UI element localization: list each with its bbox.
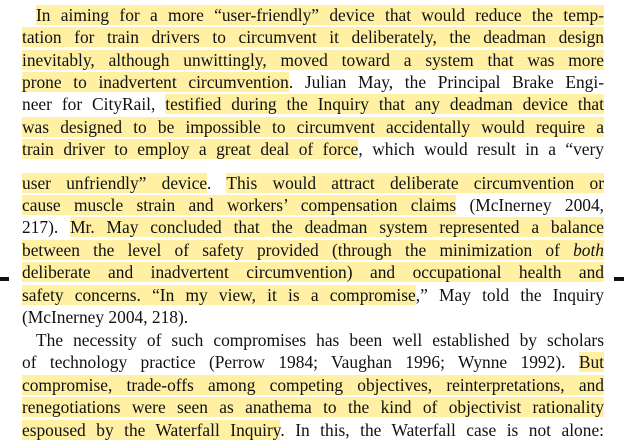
highlighted-text: But [578, 352, 604, 372]
text-line [22, 239, 604, 261]
highlighted-text: was designed to be impossible to circumvent accidentally would require a [22, 117, 604, 137]
text-line [22, 49, 604, 71]
text-line [22, 374, 604, 396]
highlighted-text: safety concerns. “In my view, it is a compromise [22, 285, 416, 305]
highlighted-text: user unfriendly” device [22, 173, 208, 193]
highlighted-text: In aiming for a more “user-friendly” device that would reduce the temp- [36, 5, 604, 25]
highlighted-text: both [573, 240, 604, 260]
left-margin-mark [0, 277, 9, 281]
plain-text: . In this, the Waterfall case is not alone: [280, 420, 604, 440]
text-line [22, 71, 604, 93]
text-line [22, 306, 604, 328]
highlighted-text: renegotiations were seen as anathema to the kind of objectivist rationality [22, 397, 604, 417]
text-line [22, 351, 604, 373]
text-line [22, 194, 604, 216]
highlighted-text: compromise, trade-offs among competing objectives, reinterpretations, and [22, 375, 604, 395]
highlighted-text: prone to inadvertent circumvention [22, 72, 289, 92]
highlighted-text: deliberate and inadvertent circumvention) and occupational health and [22, 262, 604, 282]
plain-text: , which would result in a “very [358, 139, 604, 159]
text-line [22, 172, 604, 194]
text-line [36, 329, 604, 351]
text-line [22, 138, 604, 160]
text-line [22, 26, 604, 48]
text-line [36, 4, 604, 26]
plain-text: (McInerney 2004, [456, 195, 604, 215]
text-line [22, 261, 604, 283]
highlighted-text: train driver to employ a great deal of force [22, 139, 359, 159]
text-line [22, 216, 604, 238]
highlighted-text: tation for train drivers to circumvent it deliberately, the deadman design [22, 27, 604, 47]
plain-text: (McInerney 2004, 218). [22, 307, 189, 327]
text-line [22, 116, 604, 138]
highlighted-text: Mr. May concluded that the deadman system represented a balance [70, 217, 604, 237]
plain-text: . Julian May, the Principal Brake Engi- [288, 72, 605, 92]
highlighted-text: This would attract deliberate circumvention or [226, 173, 604, 193]
highlighted-text: espoused by the Waterfall Inquiry [22, 420, 281, 440]
plain-text: neer for CityRail, [22, 94, 166, 114]
plain-text: . [207, 173, 227, 193]
plain-text: ,” May told the Inquiry [415, 285, 604, 305]
text-line [22, 396, 604, 418]
text-line [22, 419, 604, 441]
highlighted-text: cause muscle strain and workers’ compensation claims [22, 195, 457, 215]
text-line [22, 93, 604, 115]
plain-text: 217). [22, 217, 71, 237]
highlighted-text: between the level of safety provided (through the minimization of [22, 240, 574, 260]
plain-text: of technology practice (Perrow 1984; Vaughan 1996; Wynne 1992). [22, 352, 579, 372]
right-margin-mark [614, 277, 624, 281]
text-line [22, 284, 604, 306]
highlighted-text: testified during the Inquiry that any deadman device that [165, 94, 604, 114]
highlighted-text: inevitably, although unwittingly, moved toward a system that was more [22, 50, 604, 70]
plain-text: The necessity of such compromises has been well established by scholars [36, 330, 604, 350]
